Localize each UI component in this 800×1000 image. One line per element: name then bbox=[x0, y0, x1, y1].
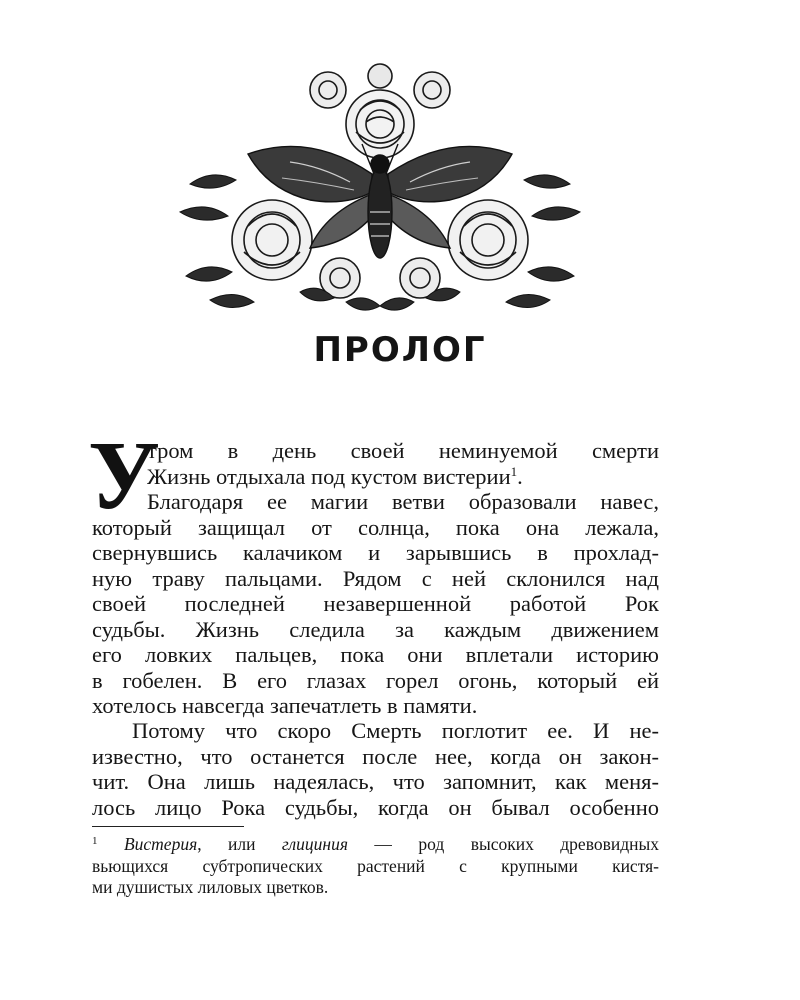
text-line: свернувшись калачиком и зарывшись в прохлад- bbox=[92, 540, 659, 565]
paragraph-1 bbox=[88, 422, 659, 719]
text-line: Благодаря ее магии ветви образовали навес, bbox=[147, 489, 659, 514]
text-line: который защищал от солнца, пока она лежала, bbox=[92, 514, 659, 540]
drop-cap: У bbox=[88, 422, 160, 530]
text-line: его ловких пальцев, пока они вплетали историю bbox=[92, 642, 659, 667]
footnote-rule bbox=[92, 826, 244, 827]
text-line: Жизнь отдыхала под кустом вистерии$^1$. bbox=[147, 463, 523, 489]
moth-roses-engraving-icon bbox=[150, 62, 610, 320]
text-line: судьбы. Жизнь следила за каждым движением bbox=[92, 616, 659, 642]
footnote bbox=[92, 834, 659, 899]
footnote-marker: 1 bbox=[92, 835, 98, 847]
text-line: своей последней незавершенной работой Рок bbox=[92, 591, 659, 616]
text-line: ную траву пальцами. Рядом с ней склонился над bbox=[92, 565, 659, 591]
text-line: лось лицо Рока судьбы, когда он бывал особенно bbox=[92, 794, 659, 820]
text-line: чит. Она лишь надеялась, что запомнит, как меня- bbox=[92, 769, 659, 794]
text-line: тром в день своей неминуемой смерти bbox=[147, 438, 659, 463]
text-line: известно, что останется после нее, когда он закон- bbox=[92, 743, 659, 769]
footnote-ref[interactable]: 1 bbox=[510, 463, 518, 479]
footnote-line: вьющихся субтропических растений с крупными кистя- bbox=[92, 855, 659, 876]
footnote-term: глициния bbox=[281, 834, 348, 854]
footnote-line: ми душистых лиловых цветков. bbox=[92, 877, 329, 897]
footnote-term: Вистерия bbox=[123, 834, 198, 854]
chapter-title: ПРОЛОГ bbox=[313, 330, 487, 370]
text-line: в гобелен. В его глазах горел огонь, который ей bbox=[92, 667, 659, 693]
paragraph-2 bbox=[92, 718, 659, 820]
text-line: Потому что скоро Смерть поглотит ее. И не- bbox=[132, 718, 659, 743]
footnote-line: $^1$ Вистерия, или глициния — род высоких древовидных bbox=[92, 834, 660, 854]
text-line: хотелось навсегда запечатлеть в памяти. bbox=[92, 693, 478, 718]
